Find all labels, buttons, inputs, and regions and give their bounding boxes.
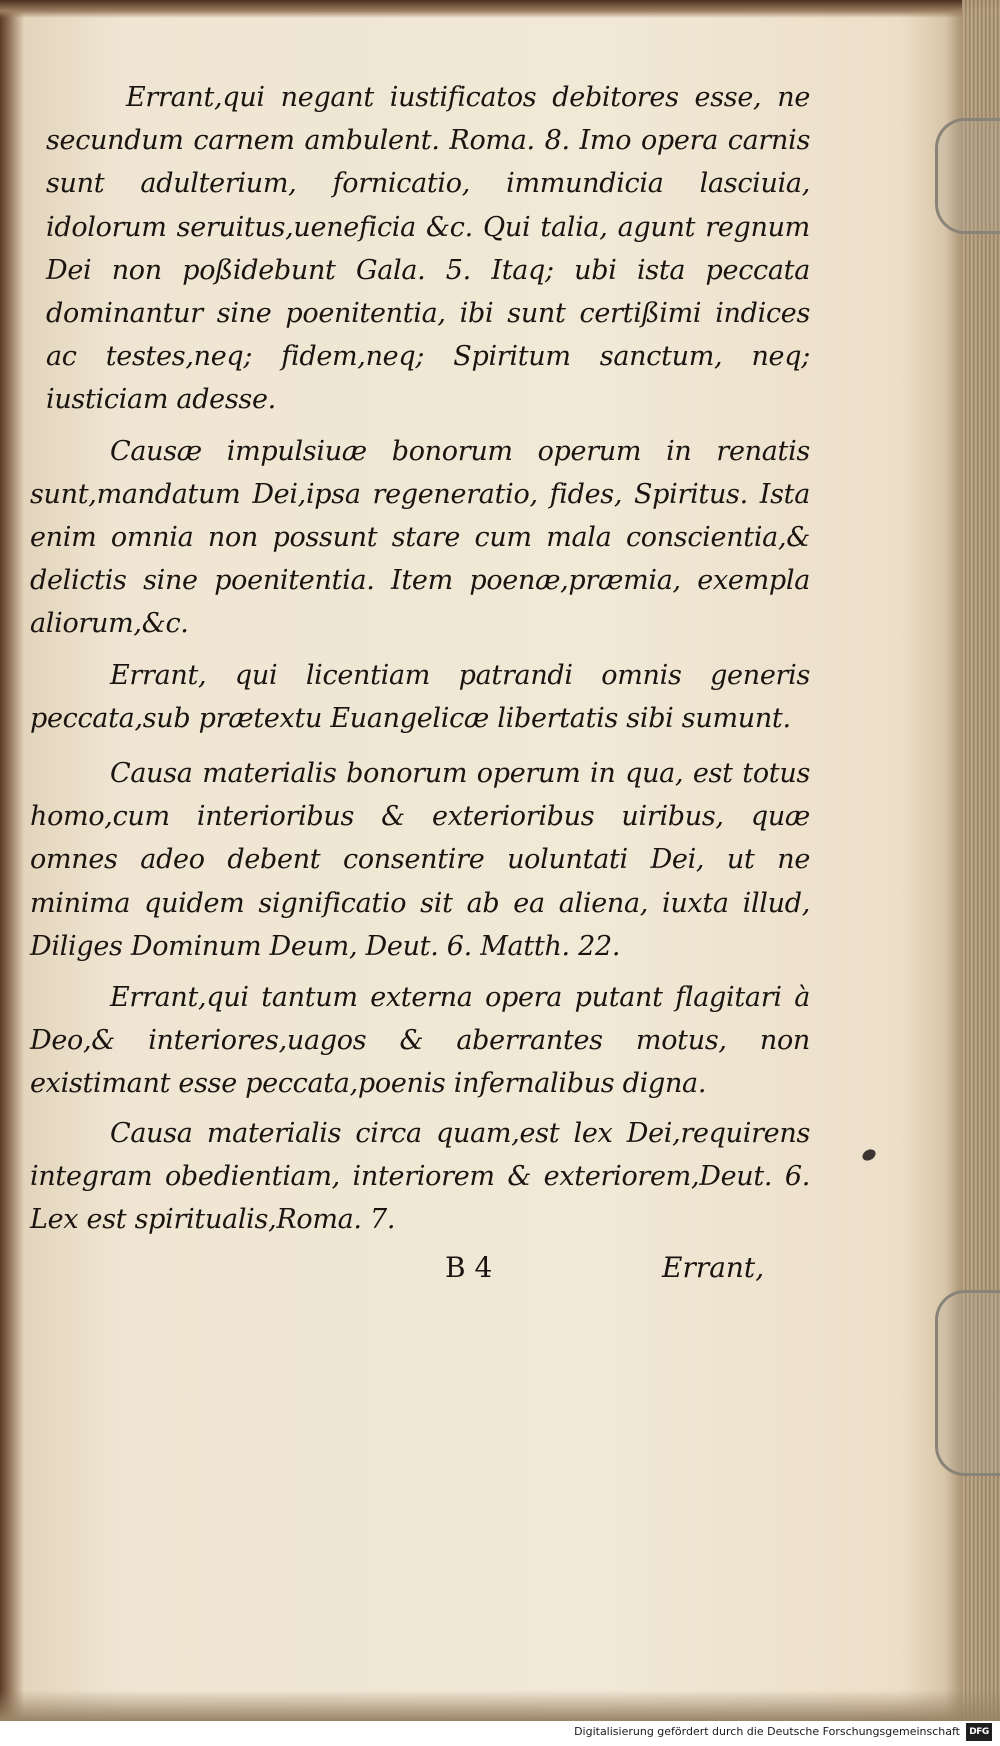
paragraph-causa-materialis-in-qua: Causa materialis bonorum operum in qua, est totus homo,cum interioribus & exterioribus uiribus, quæ omnes adeo debent consentire uoluntati Dei, ut ne minima quidem significatio sit ab ea aliena, iuxta illud, Diliges Dominum Deum, Deut. 6. Matth. 22. bbox=[30, 758, 810, 962]
paragraph-errant-3: Errant,qui tantum externa opera putant flagitari à Deo,& interiores,uagos & aberrantes motus, non existimant esse peccata,poenis infernalibus digna. bbox=[30, 982, 810, 1100]
top-edge-shadow bbox=[0, 0, 1000, 18]
digitization-credit: Digitalisierung gefördert durch die Deutsche Forschungsgemeinschaft bbox=[574, 1725, 960, 1738]
page-footer bbox=[0, 1251, 1000, 1301]
book-clip-bottom bbox=[935, 1290, 1000, 1476]
paragraph-causae-impulsivae: Causæ impulsiuæ bonorum operum in renatis sunt,mandatum Dei,ipsa regeneratio, fides, Spiritus. Ista enim omnia non possunt stare cum mala conscientia,& delictis sine poenitentia. Item poenæ,præmia, exempla aliorum,&c. bbox=[30, 435, 810, 640]
paragraph-errant-1: Errant,qui negant iustificatos debitores esse, ne secundum carnem ambulent. Roma. 8. Imo opera carnis sunt adulterium, fornicatio, immundicia lasciuia, idolorum seruitus,ueneficia &c. Qui talia, agunt regnum Dei non poßidebunt Gala. 5. Itaq; ubi ista peccata dominantur sine poenitentia, ibi sunt certißimi indices ac testes,neq; fidem,neq; Spiritum sanctum, neq; iusticiam adesse. bbox=[46, 82, 810, 416]
body-text bbox=[30, 76, 810, 1247]
dfg-logo: DFG bbox=[966, 1723, 992, 1741]
catchword: Errant, bbox=[662, 1251, 765, 1284]
digitization-credit-bar bbox=[0, 1721, 1000, 1746]
paragraph-errant-2: Errant, qui licentiam patrandi omnis generis peccata,sub prætextu Euangelicæ libertatis sibi sumunt. bbox=[30, 659, 810, 734]
paragraph-causa-materialis-circa-quam: Causa materialis circa quam,est lex Dei,requirens integram obedientiam, interiorem & exteriorem,Deut. 6. Lex est spiritualis,Roma. 7. bbox=[30, 1117, 810, 1236]
bottom-edge-shadow bbox=[0, 1690, 1000, 1721]
signature-mark: B 4 bbox=[445, 1251, 493, 1284]
book-clip-top bbox=[935, 118, 1000, 234]
